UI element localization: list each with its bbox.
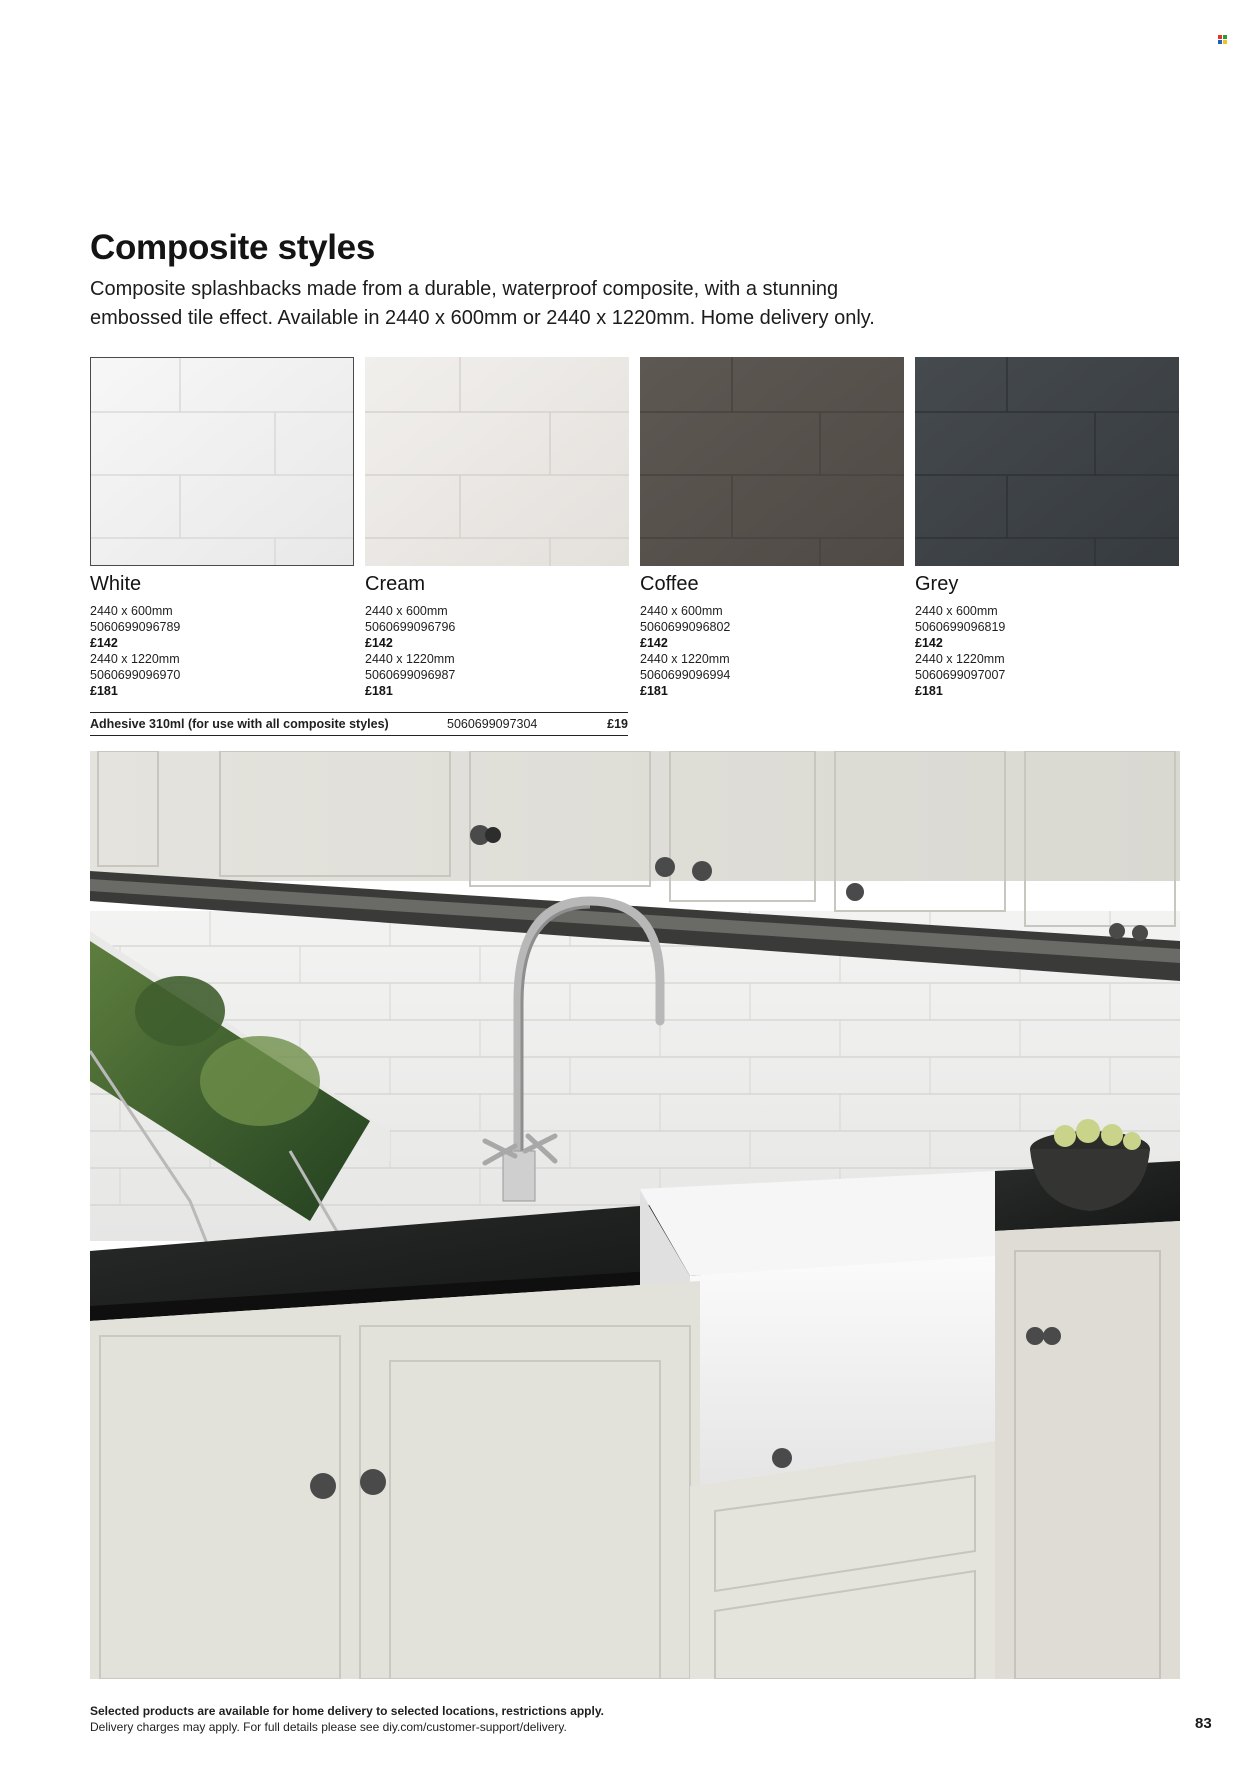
kitchen-photo	[90, 751, 1180, 1679]
product-code: 5060699096994	[640, 668, 731, 682]
adhesive-row	[90, 712, 628, 736]
product-price: £181	[640, 684, 668, 698]
product-name: Coffee	[640, 573, 699, 595]
product-size: 2440 x 600mm	[915, 604, 998, 618]
product-size: 2440 x 1220mm	[90, 652, 180, 666]
product-price: £181	[915, 684, 943, 698]
product-coffee	[640, 573, 904, 699]
section-title: Composite styles	[90, 228, 376, 267]
adhesive-code: 5060699097304	[447, 717, 538, 731]
swatch-white	[90, 357, 354, 566]
product-code: 5060699096987	[365, 668, 456, 682]
product-size: 2440 x 600mm	[90, 604, 173, 618]
adhesive-price: £19	[607, 717, 628, 731]
delivery-note	[90, 1703, 604, 1735]
logo-square-green	[1223, 35, 1227, 39]
product-price: £142	[915, 636, 943, 650]
swatch-cream	[365, 357, 629, 566]
product-price: £142	[640, 636, 668, 650]
product-cream	[365, 573, 629, 699]
product-size: 2440 x 600mm	[365, 604, 448, 618]
swatch-grey	[915, 357, 1179, 566]
product-price: £181	[90, 684, 118, 698]
adhesive-label: Adhesive 310ml (for use with all composite styles)	[90, 717, 389, 731]
section-intro	[90, 275, 990, 333]
product-size: 2440 x 1220mm	[915, 652, 1005, 666]
intro-line-1: Composite splashbacks made from a durable, waterproof composite, with a stunning	[90, 278, 839, 300]
product-grey	[915, 573, 1179, 699]
logo-square-yellow	[1223, 40, 1227, 44]
delivery-note-line-1: Selected products are available for home delivery to selected locations, restrictions apply.	[90, 1704, 604, 1718]
product-code: 5060699096789	[90, 620, 181, 634]
product-size: 2440 x 1220mm	[365, 652, 455, 666]
product-code: 5060699096970	[90, 668, 181, 682]
product-size: 2440 x 1220mm	[640, 652, 730, 666]
brand-logo	[1218, 35, 1227, 44]
logo-square-blue	[1218, 40, 1222, 44]
product-price: £142	[90, 636, 118, 650]
product-code: 5060699096819	[915, 620, 1006, 634]
product-name: Grey	[915, 573, 959, 595]
delivery-note-line-2: Delivery charges may apply. For full details please see diy.com/customer-support/delivery.	[90, 1720, 567, 1734]
product-size: 2440 x 600mm	[640, 604, 723, 618]
product-price: £142	[365, 636, 393, 650]
product-name: White	[90, 573, 142, 595]
logo-square-red	[1218, 35, 1222, 39]
product-white	[90, 573, 354, 699]
intro-line-2: embossed tile effect. Available in 2440 x 600mm or 2440 x 1220mm. Home delivery only.	[90, 307, 875, 329]
product-code: 5060699096802	[640, 620, 731, 634]
page-number: 83	[1195, 1715, 1212, 1732]
swatch-coffee	[640, 357, 904, 566]
product-price: £181	[365, 684, 393, 698]
product-code: 5060699097007	[915, 668, 1006, 682]
product-name: Cream	[365, 573, 426, 595]
product-code: 5060699096796	[365, 620, 456, 634]
